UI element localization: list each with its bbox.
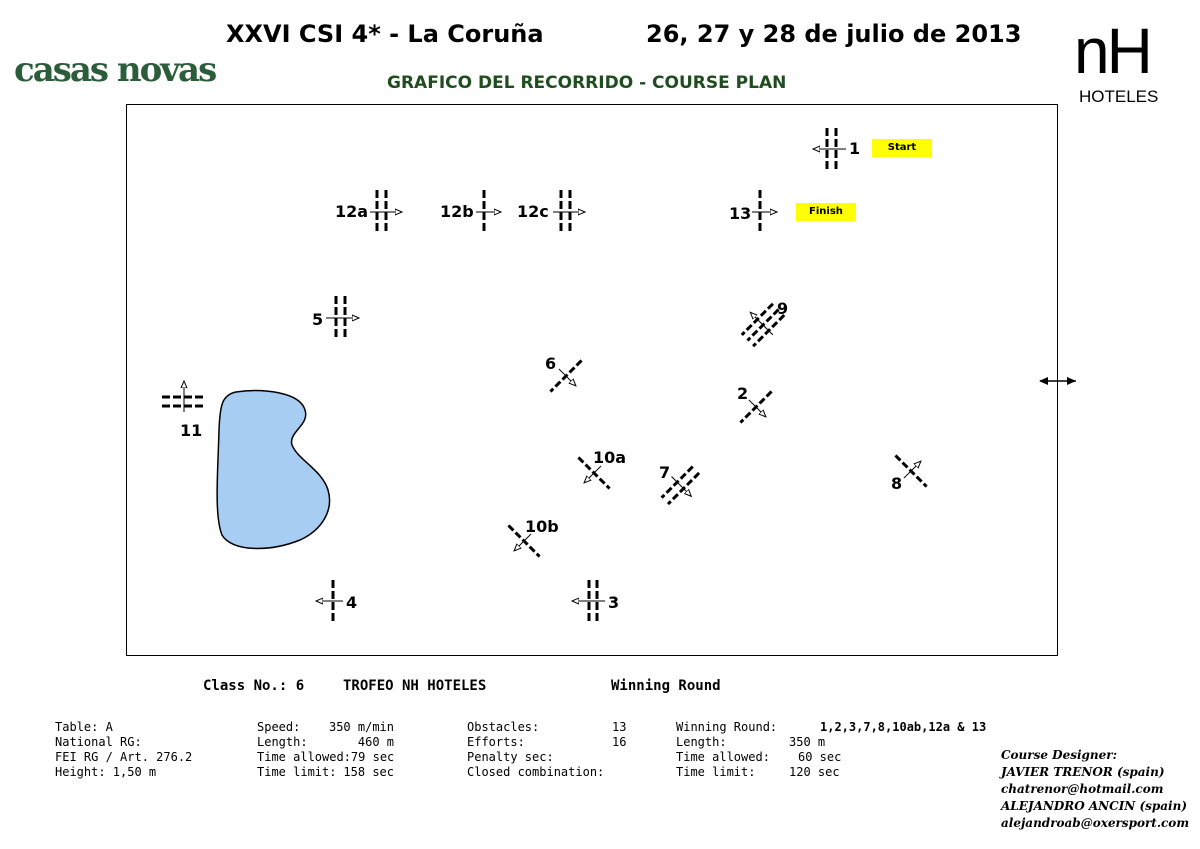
course-plan-title: GRAFICO DEL RECORRIDO - COURSE PLAN [387,73,787,93]
casas-novas-logo: casas novas [14,50,216,90]
info-col-4-values [789,720,986,780]
info-height: Height: 1,50 m [55,765,157,779]
info-efforts-value: 16 [612,735,627,749]
info-wr-time-allowed-value: 60 sec [798,750,842,764]
info-time-limit-value: 158 sec [343,765,394,779]
obstacle-label-9: 9 [777,299,789,318]
fence-12a [370,190,402,234]
obstacle-label-1: 1 [849,139,861,158]
info-col-3-keys [467,720,604,780]
info-penalty-key: Penalty sec: [467,750,554,764]
info-closed-combination-key: Closed combination: [467,765,605,779]
designer-name-1: JAVIER TRENOR (spain) [1001,765,1165,779]
obstacle-label-12a: 12a [335,202,369,221]
class-number: Class No.: 6 [203,678,305,694]
designer-title: Course Designer: [1001,748,1118,762]
info-length-value: 460 m [357,735,394,749]
info-time-allowed-value: 79 sec [350,750,395,764]
obstacle-label-13: 13 [729,204,752,223]
info-time-limit-key: Time limit: [257,765,337,779]
info-winning-round-key: Winning Round: [676,720,778,734]
info-length-key: Length: [257,735,308,749]
info-penalty-value [612,750,626,765]
fence-13 [752,190,777,234]
fence-3 [572,580,605,623]
info-obstacles-value: 13 [612,720,627,734]
event-title: XXVI CSI 4* - La Coruña [226,20,544,48]
nh-logo-word: HOTELES [1079,87,1159,106]
obstacle-label-6: 6 [545,354,557,373]
course-designer-block [1001,747,1189,832]
fence-12b [476,190,501,234]
info-national-rg: National RG: [55,735,142,749]
info-table: Table: A [55,720,113,734]
info-col-3-values [612,720,626,780]
info-col-1 [55,720,192,780]
obstacle-label-11: 11 [180,421,203,440]
info-speed-key: Speed: [257,720,301,734]
fence-1 [813,128,846,170]
info-wr-time-limit-value: 120 sec [789,765,840,779]
info-wr-time-limit-key: Time limit: [676,765,756,779]
fence-12c [553,190,585,234]
fence-4 [316,580,343,623]
info-closed-combination-value [612,765,626,780]
obstacle-label-5: 5 [312,310,324,329]
info-wr-time-allowed-key: Time allowed: [676,750,770,764]
obstacle-label-12c: 12c [517,202,549,221]
info-fei-rg: FEI RG / Art. 276.2 [55,750,193,764]
info-speed-value: 350 m/min [328,720,394,734]
obstacle-label-10a: 10a [593,448,627,467]
obstacle-label-10b: 10b [525,517,559,536]
designer-email-1: chatrenor@hotmail.com [1001,782,1164,796]
info-winning-round-value: 1,2,3,7,8,10ab,12a & 13 [820,720,987,734]
finish-tag: Finish [796,203,856,221]
class-round: Winning Round [611,678,721,694]
info-wr-length-value: 350 m [789,735,826,749]
info-col-2 [257,720,394,780]
water-pond [217,391,329,549]
nh-logo-mark: nH [1074,15,1150,87]
designer-email-2: alejandroab@oxersport.com [1001,816,1190,830]
obstacle-label-4: 4 [346,593,358,612]
info-wr-length-key: Length: [676,735,727,749]
obstacle-label-12b: 12b [440,202,474,221]
info-time-allowed-key: Time allowed: [257,750,351,764]
start-tag: Start [872,139,932,157]
obstacle-label-7: 7 [659,463,671,482]
obstacle-label-3: 3 [608,593,620,612]
fence-5 [326,296,359,340]
info-obstacles-key: Obstacles: [467,720,540,734]
class-name: TROFEO NH HOTELES [343,678,487,694]
event-dates: 26, 27 y 28 de julio de 2013 [646,20,1022,48]
designer-name-2: ALEJANDRO ANCIN (spain) [1001,799,1188,813]
info-efforts-key: Efforts: [467,735,525,749]
obstacle-label-2: 2 [737,384,749,403]
fence-11 [162,381,206,412]
info-col-4-keys [676,720,777,780]
obstacle-label-8: 8 [891,474,903,493]
